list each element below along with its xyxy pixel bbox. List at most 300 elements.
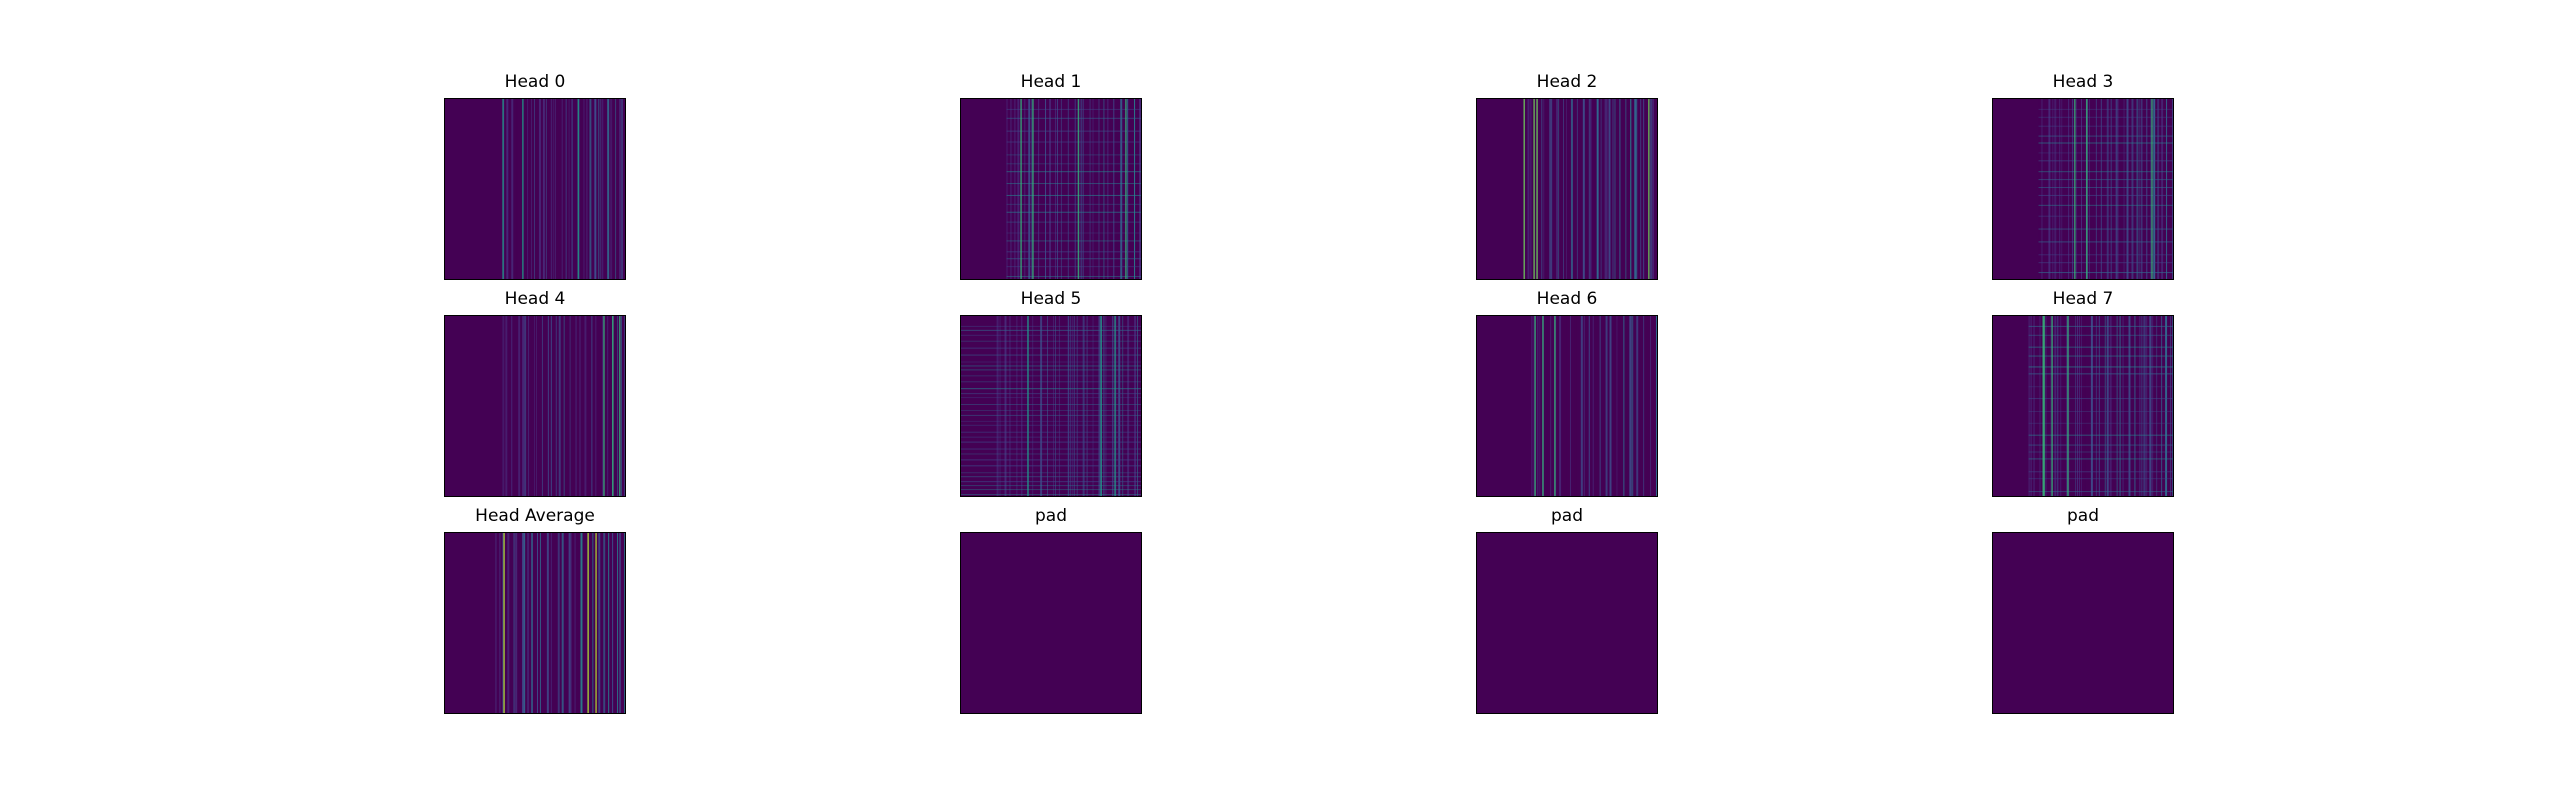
heatmap-column-stripe <box>576 316 577 496</box>
heatmap-highlight-column <box>1027 316 1028 496</box>
heatmap-row-stripe <box>2029 373 2173 374</box>
heatmap-highlight-column <box>2067 316 2068 496</box>
heatmap-highlight-column <box>522 99 523 279</box>
heatmap-column-stripe <box>2029 316 2030 496</box>
heatmap-column-stripe <box>617 316 618 496</box>
heatmap-row-stripe <box>961 415 1141 416</box>
heatmap-row-stripe <box>1006 109 1141 110</box>
heatmap-row-stripe <box>1006 163 1141 164</box>
heatmap-row-stripe <box>961 369 1141 370</box>
heatmap-row-stripe <box>1006 266 1141 267</box>
heatmap-row-stripe <box>2029 478 2173 479</box>
heatmap-row-stripe <box>961 341 1141 342</box>
heatmap-row-stripe <box>2029 451 2173 452</box>
heatmap-column-stripe <box>507 533 509 713</box>
heatmap-column-stripe <box>2141 316 2142 496</box>
heatmap-row-stripe <box>961 425 1141 426</box>
heatmap-column-stripe <box>2128 316 2130 496</box>
heatmap-row-stripe <box>961 348 1141 349</box>
heatmap-column-stripe <box>1563 99 1564 279</box>
heatmap-row-stripe <box>2029 335 2173 336</box>
heatmap-row-stripe <box>1006 183 1141 184</box>
heatmap-column-stripe <box>2161 316 2162 496</box>
heatmap-column-stripe <box>571 533 572 713</box>
heatmap-column-stripe <box>570 316 571 496</box>
heatmap-column-stripe <box>2165 316 2167 496</box>
heatmap-column-stripe <box>505 533 506 713</box>
heatmap-column-stripe <box>2156 316 2157 496</box>
heatmap-column-stripe <box>546 99 547 279</box>
heatmap-column-stripe <box>537 533 538 713</box>
heatmap-column-stripe <box>1650 316 1651 496</box>
heatmap-column-stripe <box>1531 316 1532 496</box>
heatmap-row-stripe <box>961 453 1141 454</box>
heatmap-column-stripe <box>1584 316 1585 496</box>
heatmap <box>1476 315 1658 497</box>
heatmap-column-stripe <box>1063 316 1065 496</box>
heatmap-row-stripe <box>2029 347 2173 348</box>
heatmap-column-stripe <box>1539 316 1540 496</box>
heatmap-column-stripe <box>2039 316 2040 496</box>
heatmap-column-stripe <box>1549 99 1551 279</box>
heatmap-column-stripe <box>1623 316 1624 496</box>
heatmap-highlight-column <box>1032 99 1033 279</box>
heatmap-column-stripe <box>1068 316 1069 496</box>
heatmap-column-stripe <box>527 99 528 279</box>
heatmap-column-stripe <box>497 533 498 713</box>
heatmap-column-stripe <box>612 533 613 713</box>
heatmap-column-stripe <box>495 533 496 713</box>
heatmap-column-stripe <box>592 533 593 713</box>
heatmap-row-stripe <box>2038 229 2173 230</box>
heatmap-column-stripe <box>2099 316 2100 496</box>
heatmap-column-stripe <box>1047 316 1048 496</box>
heatmap-column-stripe <box>617 533 618 713</box>
heatmap-row-stripe <box>2038 143 2173 144</box>
heatmap-highlight-column <box>2074 99 2075 279</box>
heatmap-column-stripe <box>1077 316 1078 496</box>
heatmap-column-stripe <box>598 99 599 279</box>
heatmap-column-stripe <box>1566 99 1567 279</box>
heatmap-column-stripe <box>547 533 549 713</box>
heatmap-column-stripe <box>1619 99 1620 279</box>
heatmap-row-stripe <box>1006 212 1141 213</box>
heatmap-row-stripe <box>2029 356 2173 357</box>
heatmap-column-stripe <box>2145 316 2147 496</box>
heatmap-row-stripe <box>961 485 1141 486</box>
heatmap-column-stripe <box>1630 99 1631 279</box>
heatmap-highlight-column <box>502 99 503 279</box>
heatmap-row-stripe <box>961 375 1141 376</box>
heatmap-row-stripe <box>2038 205 2173 206</box>
heatmap-column-stripe <box>536 316 537 496</box>
heatmap-column-stripe <box>1650 99 1652 279</box>
heatmap-column-stripe <box>1636 316 1638 496</box>
heatmap-row-stripe <box>2029 435 2173 436</box>
heatmap-background <box>1993 533 2173 713</box>
heatmap-column-stripe <box>1098 316 1100 496</box>
heatmap <box>1476 98 1658 280</box>
heatmap-column-stripe <box>2110 316 2112 496</box>
heatmap-column-stripe <box>1614 99 1615 279</box>
heatmap-column-stripe <box>1589 99 1591 279</box>
heatmap-row-stripe <box>1006 240 1141 241</box>
heatmap-column-stripe <box>997 316 999 496</box>
heatmap-row-stripe <box>2038 171 2173 172</box>
heatmap-column-stripe <box>621 99 623 279</box>
heatmap-column-stripe <box>522 316 524 496</box>
heatmap-column-stripe <box>527 533 529 713</box>
heatmap-column-stripe <box>583 99 584 279</box>
heatmap-column-stripe <box>1040 316 1042 496</box>
heatmap-row-stripe <box>2038 109 2173 110</box>
heatmap-column-stripe <box>1032 316 1033 496</box>
heatmap-column-stripe <box>525 99 526 279</box>
heatmap-column-stripe <box>2054 316 2056 496</box>
heatmap-highlight-column <box>2051 316 2052 496</box>
heatmap-column-stripe <box>2172 316 2173 496</box>
heatmap-row-stripe <box>2038 160 2173 161</box>
heatmap-column-stripe <box>569 533 571 713</box>
heatmap-column-stripe <box>1087 316 1088 496</box>
heatmap <box>444 315 626 497</box>
heatmap-column-stripe <box>1541 99 1542 279</box>
heatmap-column-stripe <box>1643 99 1644 279</box>
heatmap-column-stripe <box>558 533 560 713</box>
heatmap-column-stripe <box>619 99 621 279</box>
heatmap-row-stripe <box>1006 251 1141 252</box>
heatmap-background <box>961 533 1141 713</box>
heatmap-row-stripe <box>1006 154 1141 155</box>
heatmap-row-stripe <box>961 437 1141 438</box>
heatmap-column-stripe <box>1597 99 1599 279</box>
heatmap-column-stripe <box>2134 316 2135 496</box>
heatmap-row-stripe <box>961 459 1141 460</box>
heatmap-highlight-column <box>578 99 579 279</box>
heatmap-row-stripe <box>2038 152 2173 153</box>
heatmap-column-stripe <box>511 316 512 496</box>
heatmap-column-stripe <box>1600 316 1601 496</box>
heatmap-column-stripe <box>516 99 517 279</box>
heatmap-column-stripe <box>542 316 543 496</box>
heatmap-column-stripe <box>524 316 526 496</box>
heatmap-column-stripe <box>1607 99 1608 279</box>
heatmap-column-stripe <box>595 316 596 496</box>
heatmap-highlight-column <box>1536 99 1537 279</box>
heatmap <box>960 315 1142 497</box>
heatmap-column-stripe <box>2170 316 2171 496</box>
heatmap-highlight-column <box>1100 316 1101 496</box>
heatmap-highlight-column <box>1523 99 1524 279</box>
heatmap-column-stripe <box>2151 316 2153 496</box>
heatmap-highlight-column <box>1554 316 1555 496</box>
heatmap-row-stripe <box>2038 216 2173 217</box>
heatmap-column-stripe <box>539 99 541 279</box>
heatmap-row-stripe <box>1006 204 1141 205</box>
heatmap-row-stripe <box>2029 366 2173 367</box>
heatmap-column-stripe <box>1571 99 1573 279</box>
heatmap-column-stripe <box>1134 316 1136 496</box>
heatmap-column-stripe <box>569 99 570 279</box>
heatmap-row-stripe <box>1006 233 1141 234</box>
heatmap-row-stripe <box>961 404 1141 405</box>
heatmap-column-stripe <box>566 99 567 279</box>
heatmap-column-stripe <box>564 316 565 496</box>
heatmap-highlight-column <box>587 533 588 713</box>
heatmap-column-stripe <box>607 316 608 496</box>
heatmap-column-stripe <box>1640 99 1641 279</box>
heatmap-column-stripe <box>1118 316 1120 496</box>
heatmap-column-stripe <box>600 99 601 279</box>
panel-title: Head 5 <box>1020 289 1082 309</box>
heatmap-column-stripe <box>1616 316 1617 496</box>
heatmap-column-stripe <box>1127 316 1129 496</box>
heatmap-column-stripe <box>1053 316 1054 496</box>
heatmap-column-stripe <box>2105 316 2106 496</box>
heatmap-column-stripe <box>1038 316 1040 496</box>
heatmap-row-stripe <box>2029 411 2173 412</box>
heatmap-column-stripe <box>511 99 513 279</box>
heatmap-column-stripe <box>624 316 625 496</box>
heatmap-row-stripe <box>1006 118 1141 119</box>
heatmap-column-stripe <box>534 316 535 496</box>
heatmap-column-stripe <box>1112 316 1113 496</box>
heatmap-row-stripe <box>961 421 1141 422</box>
heatmap-highlight-column <box>619 316 620 496</box>
heatmap-column-stripe <box>1093 316 1094 496</box>
heatmap-highlight-column <box>2086 99 2087 279</box>
heatmap-column-stripe <box>1610 316 1612 496</box>
heatmap-column-stripe <box>2143 316 2145 496</box>
heatmap-highlight-column <box>1114 316 1115 496</box>
heatmap-column-stripe <box>2096 316 2097 496</box>
heatmap-column-stripe <box>1005 316 1007 496</box>
heatmap-column-stripe <box>1021 316 1022 496</box>
heatmap-highlight-column <box>1125 99 1126 279</box>
heatmap-background <box>445 533 625 713</box>
heatmap-row-stripe <box>2038 187 2173 188</box>
heatmap-column-stripe <box>1059 316 1060 496</box>
heatmap-column-stripe <box>543 99 545 279</box>
panel-title: Head 6 <box>1536 289 1598 309</box>
heatmap-row-stripe <box>2029 398 2173 399</box>
heatmap-row-stripe <box>1006 222 1141 223</box>
heatmap-column-stripe <box>1566 316 1567 496</box>
heatmap-row-stripe <box>961 381 1141 382</box>
heatmap-column-stripe <box>548 316 549 496</box>
heatmap-column-stripe <box>1543 99 1544 279</box>
heatmap-column-stripe <box>1636 99 1637 279</box>
heatmap-column-stripe <box>602 316 603 496</box>
heatmap-column-stripe <box>531 99 532 279</box>
heatmap-column-stripe <box>528 316 529 496</box>
heatmap-column-stripe <box>572 99 573 279</box>
heatmap-column-stripe <box>1609 99 1611 279</box>
heatmap-row-stripe <box>2038 241 2173 242</box>
heatmap-column-stripe <box>1083 316 1085 496</box>
heatmap-row-stripe <box>961 472 1141 473</box>
heatmap-highlight-column <box>1648 99 1649 279</box>
heatmap-column-stripe <box>2034 316 2035 496</box>
heatmap-column-stripe <box>1583 99 1585 279</box>
heatmap-column-stripe <box>2079 316 2080 496</box>
panel-title: Head 3 <box>2052 72 2114 92</box>
heatmap-column-stripe <box>580 316 581 496</box>
heatmap-column-stripe <box>2057 316 2058 496</box>
heatmap-column-stripe <box>1551 99 1552 279</box>
heatmap-row-stripe <box>2029 458 2173 459</box>
heatmap-column-stripe <box>621 316 622 496</box>
heatmap-column-stripe <box>1589 316 1590 496</box>
heatmap-column-stripe <box>551 316 552 496</box>
heatmap-row-stripe <box>961 432 1141 433</box>
heatmap-row-stripe <box>961 465 1141 466</box>
panel-title: pad <box>1551 506 1583 526</box>
heatmap-background <box>961 316 1141 496</box>
heatmap-column-stripe <box>524 533 525 713</box>
heatmap-row-stripe <box>961 361 1141 362</box>
heatmap-row-stripe <box>2038 195 2173 196</box>
heatmap-row-stripe <box>2029 326 2173 327</box>
heatmap-column-stripe <box>522 533 524 713</box>
heatmap-column-stripe <box>2060 316 2061 496</box>
heatmap-column-stripe <box>1527 99 1529 279</box>
heatmap-column-stripe <box>1055 316 1056 496</box>
heatmap-column-stripe <box>1559 316 1561 496</box>
heatmap-row-stripe <box>2029 491 2173 492</box>
panel-title: Head 7 <box>2052 289 2114 309</box>
heatmap-row-stripe <box>2029 445 2173 446</box>
heatmap-column-stripe <box>534 99 535 279</box>
heatmap-column-stripe <box>531 533 533 713</box>
heatmap-column-stripe <box>553 99 554 279</box>
heatmap-column-stripe <box>562 533 564 713</box>
heatmap-column-stripe <box>2139 316 2140 496</box>
heatmap-column-stripe <box>513 533 515 713</box>
heatmap-column-stripe <box>1577 99 1578 279</box>
heatmap-row-stripe <box>2038 272 2173 273</box>
panel-title: pad <box>2067 506 2099 526</box>
heatmap-column-stripe <box>518 316 520 496</box>
heatmap-highlight-column <box>1078 99 1079 279</box>
heatmap-column-stripe <box>2066 316 2067 496</box>
heatmap-column-stripe <box>1537 316 1538 496</box>
heatmap-column-stripe <box>584 316 586 496</box>
heatmap-row-stripe <box>2038 117 2173 118</box>
heatmap-row-stripe <box>2029 386 2173 387</box>
heatmap-row-stripe <box>1006 258 1141 259</box>
heatmap-row-stripe <box>961 494 1141 495</box>
panel-title: Head Average <box>475 506 595 526</box>
heatmap-row-stripe <box>961 393 1141 394</box>
heatmap-column-stripe <box>1570 316 1571 496</box>
heatmap-column-stripe <box>540 533 541 713</box>
heatmap-column-stripe <box>1629 316 1631 496</box>
heatmap-row-stripe <box>2038 136 2173 137</box>
heatmap-column-stripe <box>1656 316 1657 496</box>
heatmap-column-stripe <box>505 316 507 496</box>
heatmap-column-stripe <box>1105 316 1106 496</box>
heatmap-row-stripe <box>961 410 1141 411</box>
heatmap-column-stripe <box>2081 316 2082 496</box>
heatmap-column-stripe <box>555 99 556 279</box>
heatmap-column-stripe <box>2085 316 2086 496</box>
heatmap-column-stripe <box>559 316 561 496</box>
heatmap-column-stripe <box>589 99 591 279</box>
heatmap-row-stripe <box>961 365 1141 366</box>
panel-title: Head 2 <box>1536 72 1598 92</box>
heatmap-highlight-column <box>1534 316 1535 496</box>
heatmap-column-stripe <box>1550 316 1551 496</box>
heatmap-column-stripe <box>499 533 500 713</box>
heatmap-column-stripe <box>602 99 603 279</box>
heatmap-column-stripe <box>2120 316 2121 496</box>
heatmap-column-stripe <box>1625 99 1626 279</box>
heatmap-highlight-column <box>2042 316 2043 496</box>
heatmap-column-stripe <box>1575 316 1577 496</box>
heatmap-row-stripe <box>961 397 1141 398</box>
heatmap-column-stripe <box>591 316 592 496</box>
panel-title: Head 1 <box>1020 72 1082 92</box>
heatmap-column-stripe <box>619 533 621 713</box>
panel-title: Head 4 <box>504 289 566 309</box>
heatmap <box>444 532 626 714</box>
heatmap <box>1476 532 1658 714</box>
heatmap-row-stripe <box>1006 195 1141 196</box>
heatmap-column-stripe <box>2123 316 2124 496</box>
heatmap-column-stripe <box>2117 316 2118 496</box>
heatmap-row-stripe <box>961 481 1141 482</box>
heatmap-column-stripe <box>1556 99 1558 279</box>
heatmap-highlight-column <box>1020 99 1021 279</box>
heatmap-column-stripe <box>1016 316 1017 496</box>
heatmap-row-stripe <box>961 476 1141 477</box>
heatmap-column-stripe <box>2075 316 2076 496</box>
heatmap-column-stripe <box>551 99 552 279</box>
heatmap-column-stripe <box>610 99 612 279</box>
heatmap <box>1992 532 2174 714</box>
heatmap-column-stripe <box>1606 316 1608 496</box>
heatmap-column-stripe <box>551 533 552 713</box>
heatmap-column-stripe <box>1070 316 1071 496</box>
heatmap-row-stripe <box>2029 471 2173 472</box>
heatmap-row-stripe <box>1006 276 1141 277</box>
heatmap-column-stripe <box>1631 316 1633 496</box>
heatmap-column-stripe <box>562 99 563 279</box>
heatmap-row-stripe <box>2038 179 2173 180</box>
heatmap <box>1992 98 2174 280</box>
heatmap-row-stripe <box>961 355 1141 356</box>
heatmap-column-stripe <box>575 533 576 713</box>
heatmap-column-stripe <box>1122 316 1123 496</box>
heatmap-column-stripe <box>1581 316 1583 496</box>
heatmap-column-stripe <box>608 533 609 713</box>
heatmap-column-stripe <box>1103 316 1104 496</box>
heatmap-column-stripe <box>515 533 517 713</box>
heatmap-column-stripe <box>2077 316 2078 496</box>
heatmap-column-stripe <box>607 99 609 279</box>
heatmap <box>444 98 626 280</box>
heatmap-column-stripe <box>1530 99 1531 279</box>
heatmap-column-stripe <box>586 99 587 279</box>
heatmap-highlight-column <box>2151 99 2152 279</box>
heatmap-column-stripe <box>1605 99 1607 279</box>
heatmap-row-stripe <box>2038 126 2173 127</box>
heatmap-highlight-column <box>1542 316 1543 496</box>
heatmap-column-stripe <box>2107 316 2109 496</box>
panel-title: pad <box>1035 506 1067 526</box>
heatmap-column-stripe <box>556 316 557 496</box>
